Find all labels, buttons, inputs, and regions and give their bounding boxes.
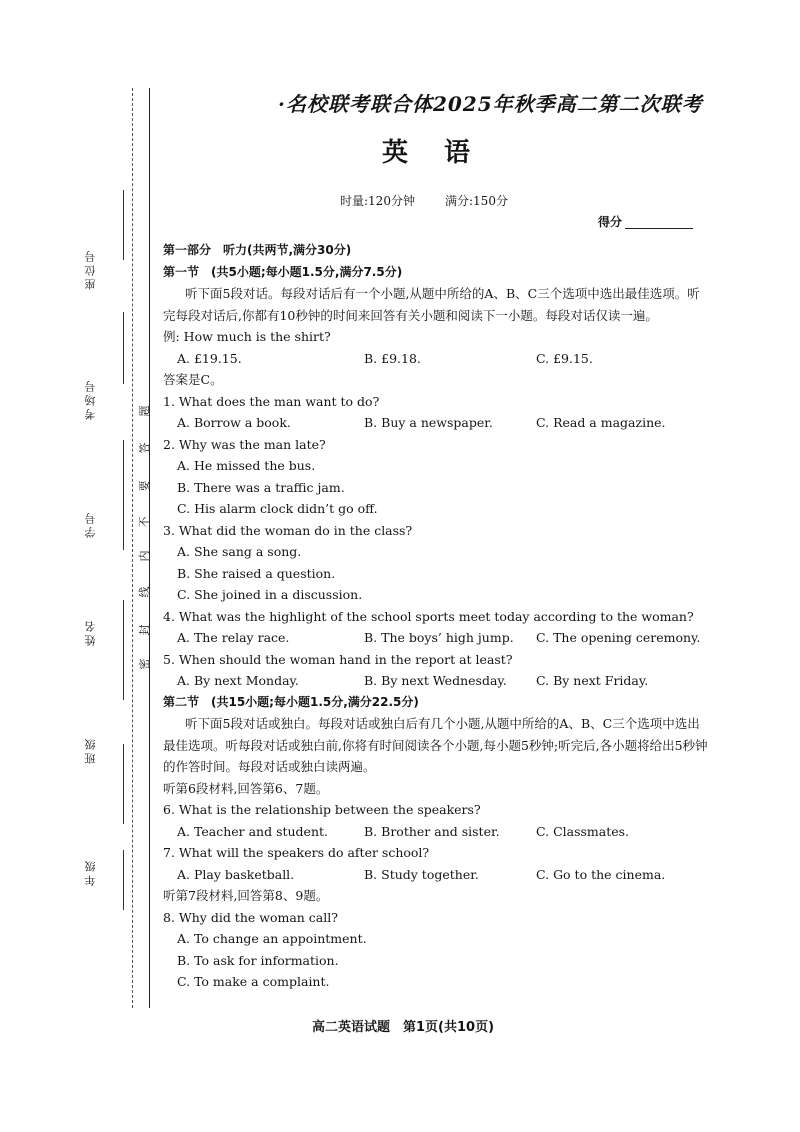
grade-blank[interactable] [123,850,124,910]
warning-char: 要 [138,480,151,492]
example-question: 例: How much is the shirt? [163,329,331,344]
score-label: 得分 [598,215,623,229]
q2-option-a[interactable]: A. He missed the bus. [177,458,316,473]
part1-title: 第一部分 听力(共两节,满分30分) [163,243,352,257]
q8-option-a[interactable]: A. To change an appointment. [177,931,367,946]
q3-option-a[interactable]: A. She sang a song. [177,544,302,559]
section1-title: 第一节 (共5小题;每小题1.5分,满分7.5分) [163,264,403,279]
q1-option-c[interactable]: C. Read a magazine. [536,415,666,430]
name-label: 姓名 [84,618,97,646]
q4-option-c[interactable]: C. The opening ceremony. [536,630,701,645]
q2-option-b[interactable]: B. There was a traffic jam. [177,479,345,495]
q7-option-c[interactable]: C. Go to the cinema. [536,866,666,882]
q8-option-c[interactable]: C. To make a complaint. [177,974,330,989]
q2-option-c[interactable]: C. His alarm clock didn’t go off. [177,501,378,516]
section1-instructions: 听下面5段对话。每段对话后有一个小题,从题中所给的A、B、C三个选项中选出最佳选项。听完每段对话后,你都有10秒钟的时间来回答有关小题和阅读下一小题。每段对话仅读一遍。 [163,286,700,323]
q1-option-a[interactable]: A. Borrow a book. [177,415,291,430]
warning-char: 线 [138,586,151,598]
example-answer: 答案是C。 [163,372,223,387]
subject-title: 英语 [382,138,507,168]
question-4-options [163,627,708,649]
student-id-label: 学号 [84,510,97,538]
q5-option-a[interactable]: A. By next Monday. [177,673,299,688]
warning-char: 不 [138,516,151,528]
question-4: 4. What was the highlight of the school sports meet today according to the woman? [163,608,694,624]
q7-option-b[interactable]: B. Study together. [364,866,479,882]
question-1: 1. What does the man want to do? [163,393,380,409]
full-score: 满分:150分 [445,194,508,208]
binding-dashed-line [132,88,133,1008]
question-6: 6. What is the relationship between the speakers? [163,802,481,817]
binding-solid-line [149,88,150,1008]
example-option-a[interactable]: A. £19.15. [177,350,242,366]
exam-room-blank[interactable] [123,312,124,384]
warning-char: 内 [138,550,151,562]
class-blank[interactable] [123,744,124,824]
q4-option-b[interactable]: B. The boys’ high jump. [364,630,514,645]
material-6-label: 听第6段材料,回答第6、7题。 [163,780,329,796]
q3-option-b[interactable]: B. She raised a question. [177,565,336,581]
section2-instructions: 听下面5段对话或独白。每段对话或独白后有几个小题,从题中所给的A、B、C三个选项中选出最佳选项。听每段对话或独白前,你将有时间阅读各个小题,每小题5秒钟;听完后,各小题将给出5秒钟的作答时间。每段对话或独白读两遍。 [163,716,708,774]
q6-option-a[interactable]: A. Teacher and student. [177,823,329,839]
example-options [163,348,708,370]
question-1-options [163,412,708,434]
time-limit: 时量:120分钟 [340,194,415,208]
seat-blank[interactable] [123,190,124,260]
question-2: 2. Why was the man late? [163,436,326,452]
section2-title: 第二节 (共15小题;每小题1.5分,满分22.5分) [163,694,419,709]
exam-title: ·名校联考联合体2025年秋季高二第二次联考 [278,92,703,116]
q7-option-a[interactable]: A. Play basketball. [177,866,295,882]
example-option-b[interactable]: B. £9.18. [364,350,421,366]
material-7-label: 听第7段材料,回答第8、9题。 [163,888,329,903]
score-blank[interactable] [625,228,693,229]
q5-option-c[interactable]: C. By next Friday. [536,673,649,688]
q3-option-c[interactable]: C. She joined in a discussion. [177,587,363,602]
question-6-options [163,821,708,843]
q6-option-b[interactable]: B. Brother and sister. [364,823,500,839]
q6-option-c[interactable]: C. Classmates. [536,823,630,839]
warning-char: 封 [138,624,151,636]
page-footer: 高二英语试题 第1页(共10页) [312,1020,495,1035]
seat-label: 座位号 [84,248,97,290]
grade-label: 年级 [84,858,97,886]
exam-room-label: 考场号 [84,378,97,420]
warning-char: 答 [138,442,151,454]
class-label: 班级 [84,736,97,764]
exam-content [163,240,708,993]
question-5-options [163,670,708,692]
name-blank[interactable] [123,600,124,700]
question-8: 8. Why did the woman call? [163,909,338,925]
question-3: 3. What did the woman do in the class? [163,522,413,538]
example-option-c[interactable]: C. £9.15. [536,350,593,366]
q4-option-a[interactable]: A. The relay race. [177,630,290,645]
warning-char: 题 [138,405,151,417]
warning-char: 密 [138,658,151,670]
q1-option-b[interactable]: B. Buy a newspaper. [364,415,493,430]
question-5: 5. When should the woman hand in the report at least? [163,651,513,667]
student-id-blank[interactable] [123,440,124,550]
q8-option-b[interactable]: B. To ask for information. [177,952,339,968]
q5-option-b[interactable]: B. By next Wednesday. [364,673,507,688]
question-7: 7. What will the speakers do after school? [163,845,430,860]
question-7-options [163,864,708,886]
